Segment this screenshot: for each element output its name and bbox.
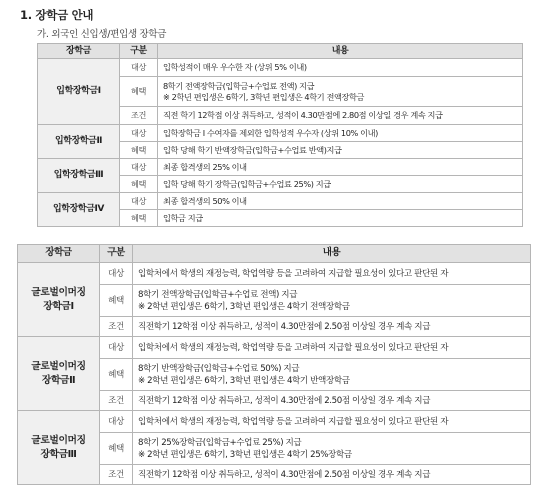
content-note: ※ 2학년 편입생은 6학기, 3학년 편입생은 4학기 25%장학금: [138, 449, 352, 460]
scholarship-name: 입학장학금Ⅳ: [38, 193, 120, 227]
table-row: [18, 263, 531, 285]
sub-heading: 가. 외국인 신입생/편입생 장학금: [37, 29, 167, 40]
content-cell: 입학처에서 학생의 재정능력, 학업역량 등을 고려하여 지급할 필요성이 있다고 판단된 자: [133, 337, 531, 359]
scholarship-name: [18, 263, 100, 337]
category-cell: 조건: [100, 391, 133, 411]
content-cell: 직전 학기 12학점 이상 취득하고, 성적이 4.30만점에 2.80점 이상일 경우 계속 지급: [158, 107, 523, 125]
scholarship-name: [18, 411, 100, 485]
table-row: [38, 59, 523, 77]
category-cell: 혜택: [100, 285, 133, 317]
category-cell: 혜택: [100, 433, 133, 465]
content-cell: 최종 합격생의 50% 이내: [158, 193, 523, 210]
category-cell: 대상: [120, 193, 158, 210]
content-cell: 입학장학금 I 수여자를 제외한 입학성적 우수자 (상위 10% 이내): [158, 125, 523, 142]
content-cell: [158, 77, 523, 107]
content-cell: 입학처에서 학생의 재정능력, 학업역량 등을 고려하여 지급할 필요성이 있다고 판단된 자: [133, 263, 531, 285]
scholarship-name-line: 장학금Ⅰ: [43, 300, 74, 312]
category-cell: 혜택: [100, 359, 133, 391]
scholarship-name-line: 글로벌이머징: [31, 434, 86, 446]
table-row: [38, 159, 523, 176]
content-line: 8학기 전액장학금(입학금+수업료 전액) 지급: [163, 81, 315, 91]
header-content: 내용: [158, 44, 523, 59]
scholarship-name-line: 장학금Ⅲ: [40, 448, 77, 460]
scholarship-name-line: 장학금Ⅱ: [41, 374, 76, 386]
category-cell: 대상: [100, 411, 133, 433]
section-heading: 1. 장학금 안내: [20, 8, 94, 22]
category-cell: 대상: [120, 125, 158, 142]
content-cell: 입학금 지급: [158, 210, 523, 227]
category-cell: 대상: [100, 263, 133, 285]
content-cell: 최종 합격생의 25% 이내: [158, 159, 523, 176]
content-line: 8학기 반액장학금(입학금+수업료 50%) 지급: [138, 363, 300, 374]
content-line: 8학기 전액장학금(입학금+수업료 전액) 지급: [138, 289, 298, 300]
table-header-row: [38, 44, 523, 59]
content-note: ※ 2학년 편입생은 6학기, 3학년 편입생은 4학기 반액장학금: [138, 375, 350, 386]
category-cell: 대상: [100, 337, 133, 359]
category-cell: 조건: [100, 465, 133, 485]
scholarship-name: [18, 337, 100, 411]
content-cell: 직전학기 12학점 이상 취득하고, 성적이 4.30만점에 2.50점 이상일 경우 계속 지급: [133, 317, 531, 337]
content-cell: 입학 당해 학기 장학금(입학금+수업료 25%) 지급: [158, 176, 523, 193]
content-cell: 직전학기 12학점 이상 취득하고, 성적이 4.30만점에 2.50점 이상일 경우 계속 지급: [133, 465, 531, 485]
category-cell: 혜택: [120, 142, 158, 159]
header-scholarship: 장학금: [18, 245, 100, 263]
global-emerging-scholarship-table: [17, 244, 531, 485]
scholarship-name-line: 글로벌이머징: [31, 286, 86, 298]
content-cell: [133, 433, 531, 465]
table-header-row: [18, 245, 531, 263]
scholarship-name: 입학장학금Ⅰ: [38, 59, 120, 125]
category-cell: 혜택: [120, 176, 158, 193]
scholarship-name: 입학장학금Ⅱ: [38, 125, 120, 159]
scholarship-name-line: 글로벌이머징: [31, 360, 86, 372]
table-row: [38, 125, 523, 142]
content-cell: 입학 당해 학기 반액장학금(입학금+수업료 반액)지급: [158, 142, 523, 159]
category-cell: 혜택: [120, 77, 158, 107]
freshman-scholarship-table: [37, 43, 523, 227]
content-cell: [133, 359, 531, 391]
header-content: 내용: [133, 245, 531, 263]
category-cell: 대상: [120, 59, 158, 77]
table-row: [38, 193, 523, 210]
header-category: 구분: [100, 245, 133, 263]
header-category: 구분: [120, 44, 158, 59]
content-cell: [133, 285, 531, 317]
category-cell: 조건: [120, 107, 158, 125]
content-cell: 입학처에서 학생의 재정능력, 학업역량 등을 고려하여 지급할 필요성이 있다고 판단된 자: [133, 411, 531, 433]
category-cell: 대상: [120, 159, 158, 176]
content-cell: 직전학기 12학점 이상 취득하고, 성적이 4.30만점에 2.50점 이상일 경우 계속 지급: [133, 391, 531, 411]
content-note: ※ 2학년 편입생은 6학기, 3학년 편입생은 4학기 전액장학금: [138, 301, 350, 312]
category-cell: 혜택: [120, 210, 158, 227]
content-note: ※ 2학년 편입생은 6학기, 3학년 편입생은 4학기 전액장학금: [163, 91, 365, 102]
content-cell: 입학성적이 매우 우수한 자 (상위 5% 이내): [158, 59, 523, 77]
scholarship-name: 입학장학금Ⅲ: [38, 159, 120, 193]
table-row: [18, 337, 531, 359]
table-row: [18, 411, 531, 433]
header-scholarship: 장학금: [38, 44, 120, 59]
content-line: 8학기 25%장학금(입학금+수업료 25%) 지급: [138, 437, 302, 448]
category-cell: 조건: [100, 317, 133, 337]
